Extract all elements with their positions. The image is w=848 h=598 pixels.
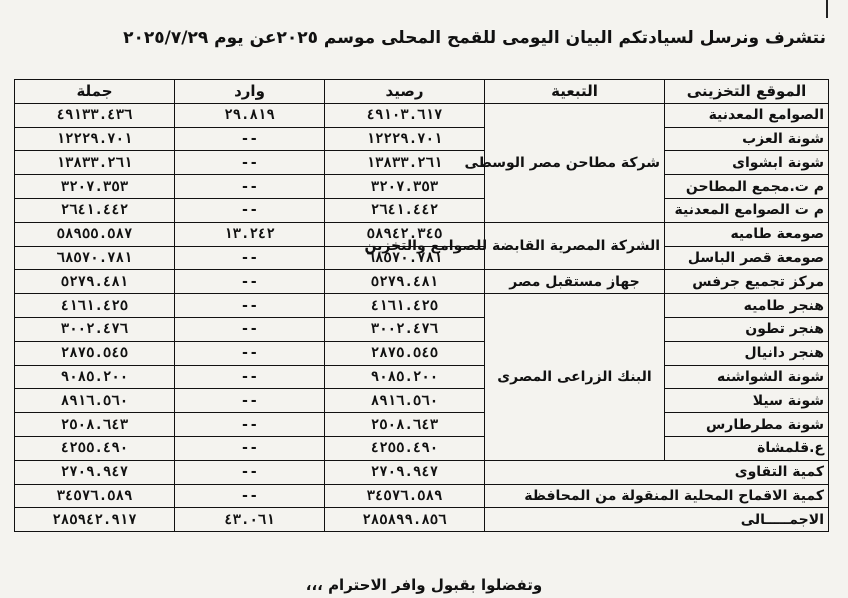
incoming-cell: --: [175, 175, 325, 199]
incoming-cell: --: [175, 413, 325, 437]
balance-cell: ٩٠٨٥.٢٠٠: [325, 365, 485, 389]
balance-cell: ٣٤٥٧٦.٥٨٩: [325, 484, 485, 508]
site-cell: شونة الشواشنه: [665, 365, 829, 389]
site-cell: ع.قلمشاة: [665, 436, 829, 460]
table-row: [15, 294, 829, 318]
table-row: [15, 175, 829, 199]
balance-cell: ٤٢٥٥.٤٩٠: [325, 436, 485, 460]
total-cell: ١٣٨٣٣.٢٦١: [15, 151, 175, 175]
group-cell: شركة مطاحن مصر الوسطى: [485, 103, 665, 222]
total-cell: ٩٠٨٥.٢٠٠: [15, 365, 175, 389]
total-cell: ٢٨٧٥.٥٤٥: [15, 341, 175, 365]
total-cell: ٢٨٥٩٤٢.٩١٧: [15, 508, 175, 532]
balance-cell: ٥٢٧٩.٤٨١: [325, 270, 485, 294]
closing-line: وتفضلوا بقبول وافر الاحترام ،،،: [305, 576, 543, 594]
site-cell: هنجر طاميه: [665, 294, 829, 318]
header-affiliation: التبعية: [485, 80, 665, 104]
total-cell: ٢٥٠٨.٦٤٣: [15, 413, 175, 437]
incoming-cell: --: [175, 198, 325, 222]
incoming-cell: --: [175, 317, 325, 341]
table-row: [15, 151, 829, 175]
grand-total-row: [15, 508, 829, 532]
total-cell: ٣٢٠٧.٣٥٣: [15, 175, 175, 199]
balance-cell: ٤٩١٠٣.٦١٧: [325, 103, 485, 127]
total-cell: ٦٨٥٧٠.٧٨١: [15, 246, 175, 270]
balance-cell: ٣٠٠٢.٤٧٦: [325, 317, 485, 341]
total-cell: ٤٩١٣٣.٤٣٦: [15, 103, 175, 127]
site-cell: مركز تجميع جرفس: [665, 270, 829, 294]
site-cell: صومعة قصر الباسل: [665, 246, 829, 270]
incoming-cell: --: [175, 436, 325, 460]
total-cell: ٣٤٥٧٦.٥٨٩: [15, 484, 175, 508]
wheat-report-table: [14, 79, 829, 532]
balance-cell: ٦٨٥٧٠.٧٨١: [325, 246, 485, 270]
total-cell: ٤١٦١.٤٢٥: [15, 294, 175, 318]
header-row: [15, 80, 829, 104]
balance-cell: ٤١٦١.٤٢٥: [325, 294, 485, 318]
table-row: [15, 341, 829, 365]
balance-cell: ٢٧٠٩.٩٤٧: [325, 460, 485, 484]
table-row: [15, 222, 829, 246]
table-row: [15, 103, 829, 127]
group-cell: البنك الزراعى المصرى: [485, 294, 665, 461]
balance-cell: ٨٩١٦.٥٦٠: [325, 389, 485, 413]
total-cell: ٥٢٧٩.٤٨١: [15, 270, 175, 294]
incoming-cell: --: [175, 484, 325, 508]
balance-cell: ١٢٢٢٩.٧٠١: [325, 127, 485, 151]
header-total: جملة: [15, 80, 175, 104]
table-row: [15, 436, 829, 460]
transferred-row: [15, 484, 829, 508]
table-row: [15, 389, 829, 413]
incoming-cell: --: [175, 127, 325, 151]
site-cell: شونة مطرطارس: [665, 413, 829, 437]
site-cell: شونة العزب: [665, 127, 829, 151]
balance-cell: ٢٥٠٨.٦٤٣: [325, 413, 485, 437]
table-row: [15, 365, 829, 389]
balance-cell: ٣٢٠٧.٣٥٣: [325, 175, 485, 199]
balance-cell: ٢٨٥٨٩٩.٨٥٦: [325, 508, 485, 532]
incoming-cell: --: [175, 294, 325, 318]
grand-total-label: الاجمـــــالى: [485, 508, 829, 532]
table-row: [15, 270, 829, 294]
total-cell: ٢٦٤١.٤٤٢: [15, 198, 175, 222]
balance-cell: ١٣٨٣٣.٢٦١: [325, 151, 485, 175]
site-cell: م ت الصوامع المعدنية: [665, 198, 829, 222]
site-cell: هنجر دانيال: [665, 341, 829, 365]
total-cell: ٣٠٠٢.٤٧٦: [15, 317, 175, 341]
table-row: [15, 246, 829, 270]
total-cell: ٢٧٠٩.٩٤٧: [15, 460, 175, 484]
incoming-cell: ٤٣.٠٦١: [175, 508, 325, 532]
table-row: [15, 127, 829, 151]
header-site: الموقع التخزينى: [665, 80, 829, 104]
total-cell: ٨٩١٦.٥٦٠: [15, 389, 175, 413]
incoming-cell: --: [175, 270, 325, 294]
incoming-cell: --: [175, 460, 325, 484]
transferred-label: كمية الاقماح المحلية المنقولة من المحافظة: [485, 484, 829, 508]
balance-cell: ٢٦٤١.٤٤٢: [325, 198, 485, 222]
table-row: [15, 317, 829, 341]
incoming-cell: ٢٩.٨١٩: [175, 103, 325, 127]
balance-cell: ٥٨٩٤٢.٣٤٥: [325, 222, 485, 246]
table-row: [15, 413, 829, 437]
incoming-cell: --: [175, 365, 325, 389]
balance-cell: ٢٨٧٥.٥٤٥: [325, 341, 485, 365]
site-cell: شونة ابشواى: [665, 151, 829, 175]
incoming-cell: --: [175, 246, 325, 270]
seed-label: كمية التقاوى: [485, 460, 829, 484]
site-cell: الصوامع المعدنية: [665, 103, 829, 127]
group-cell: جهاز مستقبل مصر: [485, 270, 665, 294]
incoming-cell: ١٣.٢٤٢: [175, 222, 325, 246]
header-incoming: وارد: [175, 80, 325, 104]
seed-row: [15, 460, 829, 484]
table-row: [15, 198, 829, 222]
incoming-cell: --: [175, 341, 325, 365]
total-cell: ٥٨٩٥٥.٥٨٧: [15, 222, 175, 246]
site-cell: م ت.مجمع المطاحن: [665, 175, 829, 199]
group-cell: الشركة المصرية القابضة للصوامع والتخزين: [485, 222, 665, 270]
site-cell: صومعة طاميه: [665, 222, 829, 246]
total-cell: ١٢٢٢٩.٧٠١: [15, 127, 175, 151]
header-balance: رصيد: [325, 80, 485, 104]
edge-line: [826, 0, 828, 18]
incoming-cell: --: [175, 389, 325, 413]
report-title: نتشرف ونرسل لسيادتكم البيان اليومى للقمح المحلى موسم ٢٠٢٥عن يوم ٢٠٢٥/٧/٢٩: [123, 28, 826, 48]
total-cell: ٤٢٥٥.٤٩٠: [15, 436, 175, 460]
site-cell: هنجر تطون: [665, 317, 829, 341]
site-cell: شونة سيلا: [665, 389, 829, 413]
incoming-cell: --: [175, 151, 325, 175]
